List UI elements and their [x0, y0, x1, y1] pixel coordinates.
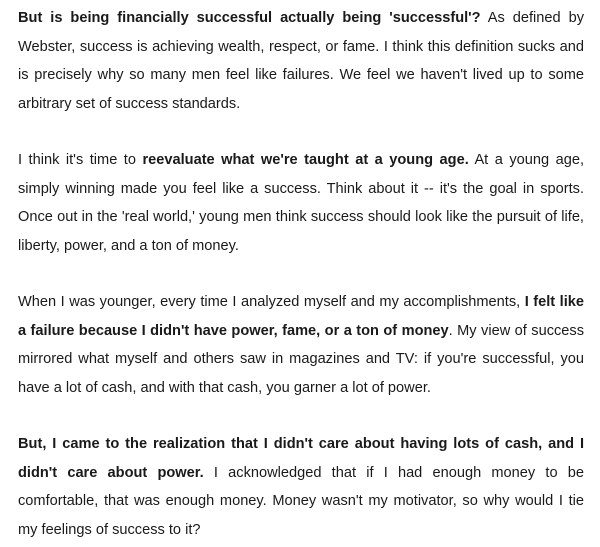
paragraph-3: [18, 288, 584, 402]
paragraph-2: [18, 146, 584, 260]
paragraph-1: [18, 4, 584, 118]
paragraph-text: I acknowledged that if I had enough money to be comfortable, that was enough money. Money wasn't my motivator, so why would I tie my feelings of success to it?: [18, 464, 584, 538]
bold-phrase: But is being financially successful actually being 'successful'?: [18, 10, 481, 26]
paragraph-text: . My view of success mirrored what myself and others saw in magazines and TV: if you're successful, you have a lot of cash, and with that cash, you garner a lot of power.: [18, 322, 585, 396]
paragraph-4: [18, 430, 584, 544]
paragraph-text: As defined by Webster, success is achieving wealth, respect, or fame. I think this definition sucks and is precisely why so many men feel like failures. We feel we haven't lived up to some arbitrary set of success standards.: [18, 10, 585, 112]
paragraph-text: I think it's time to: [18, 152, 143, 168]
bold-phrase: I felt like a failure because I didn't have power, fame, or a ton of money: [18, 294, 584, 339]
bold-phrase: reevaluate what we're taught at a young age.: [142, 152, 469, 168]
bold-phrase: But, I came to the realization that I didn't care about having lots of cash, and I didn't care about power.: [18, 436, 584, 481]
paragraph-text: At a young age, simply winning made you feel like a success. Think about it -- it's the goal in sports. Once out in the 'real world,' young men think success should look like the pursuit of life, liberty, power, and a ton of money.: [18, 152, 585, 254]
paragraph-text: When I was younger, every time I analyzed myself and my accomplishments,: [18, 294, 525, 310]
